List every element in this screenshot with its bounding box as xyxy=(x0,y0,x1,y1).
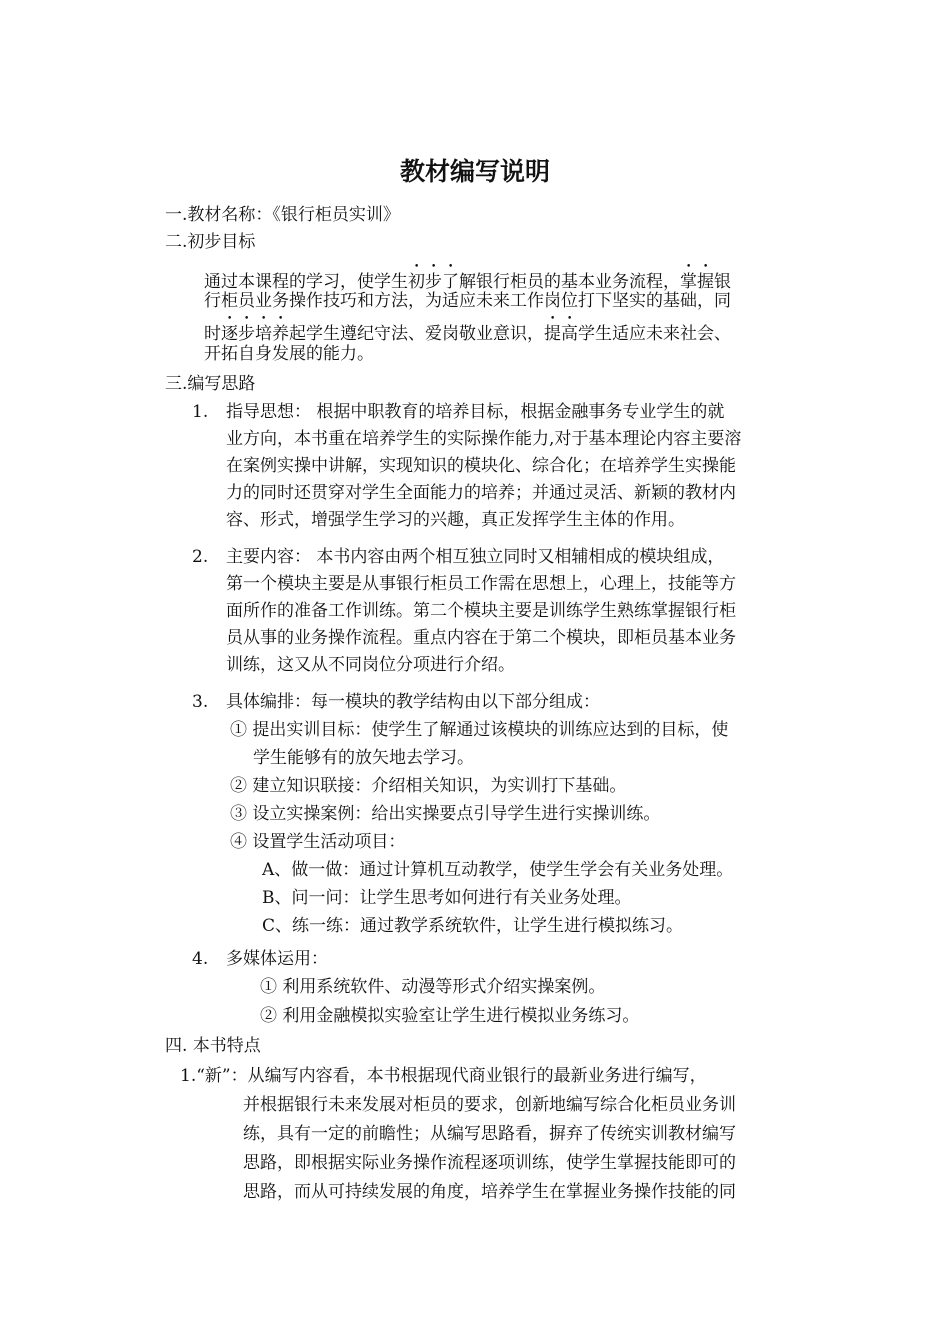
item-2-line-1: 主要内容： 本书内容由两个相互独立同时又相辅相成的模块组成， xyxy=(226,547,725,567)
item-2-number: 2. xyxy=(192,547,209,567)
emphasized-text: 逐步培养 xyxy=(221,324,289,344)
activity-c: C、练一练：通过教学系统软件，让学生进行模拟练习。 xyxy=(262,916,684,936)
item-1-line-2: 业方向，本书重在培养学生的实际操作能力,对于基本理论内容主要溶 xyxy=(226,429,742,449)
section-4-heading: 四. 本书特点 xyxy=(165,1036,261,1056)
item-4-line-1: 多媒体运用： xyxy=(226,949,328,969)
page-title: 教材编写说明 xyxy=(399,157,550,186)
emphasized-text: 提高 xyxy=(544,324,578,344)
item-2-line-2: 第一个模块主要是从事银行柜员工作需在思想上，心理上，技能等方 xyxy=(226,574,736,594)
activity-b: B、问一问：让学生思考如何进行有关业务处理。 xyxy=(262,888,632,908)
item-3-line-1: 具体编排：每一模块的教学结构由以下部分组成： xyxy=(226,692,600,712)
item-3-number: 3. xyxy=(192,692,209,712)
goal-text: 起学生遵纪守法、爱岗敬业意识， xyxy=(289,324,544,344)
feature-1-line-1: 1.“新”：从编写内容看，本书根据现代商业银行的最新业务进行编写， xyxy=(180,1066,707,1086)
feature-1-line-3: 练，具有一定的前瞻性；从编写思路看，摒弃了传统实训教材编写 xyxy=(243,1124,736,1144)
item-4-number: 4. xyxy=(192,949,209,969)
item-3-sub-3: ③ 设立实操案例：给出实操要点引导学生进行实操训练。 xyxy=(230,804,661,824)
feature-1-line-5: 思路，而从可持续发展的角度，培养学生在掌握业务操作技能的同 xyxy=(243,1182,736,1202)
goal-line-4: 开拓自身发展的能力。 xyxy=(204,344,374,364)
section-3-heading: 三.编写思路 xyxy=(165,374,256,394)
item-4-sub-1: ① 利用系统软件、动漫等形式介绍实操案例。 xyxy=(260,977,606,997)
item-1-number: 1. xyxy=(192,402,209,422)
item-4-sub-2: ② 利用金融模拟实验室让学生进行模拟业务练习。 xyxy=(260,1006,640,1026)
goal-text: 解银行柜员的基本业务流程， xyxy=(459,272,680,292)
goal-text: 银 xyxy=(714,272,731,292)
item-3-sub-1-cont: 学生能够有的放矢地去学习。 xyxy=(253,748,474,768)
item-2-line-3: 面所作的准备工作训练。第二个模块主要是训练学生熟练掌握银行柜 xyxy=(226,601,736,621)
item-1-line-5: 容、形式，增强学生学习的兴趣，真正发挥学生主体的作用。 xyxy=(226,510,685,530)
goal-text: 学生适应未来社会、 xyxy=(578,324,731,344)
feature-1-line-4: 思路，即根据实际业务操作流程逐项训练，使学生掌握技能即可的 xyxy=(243,1153,736,1173)
item-3-sub-1: ① 提出实训目标：使学生了解通过该模块的训练应达到的目标，使 xyxy=(230,720,729,740)
section-2-heading: 二.初步目标 xyxy=(165,232,256,252)
emphasized-text: 掌握 xyxy=(680,272,714,292)
emphasized-text: 初步了 xyxy=(408,272,459,292)
item-3-sub-4: ④ 设置学生活动项目： xyxy=(230,832,406,852)
activity-a: A、做一做：通过计算机互动教学，使学生学会有关业务处理。 xyxy=(262,860,734,880)
goal-text: 通过本课程的学习，使学生 xyxy=(204,272,408,292)
item-2-line-4: 员从事的业务操作流程。重点内容在于第二个模块，即柜员基本业务 xyxy=(226,628,736,648)
goal-line-2: 行柜员业务操作技巧和方法，为适应未来工作岗位打下坚实的基础，同 xyxy=(204,291,731,311)
goal-text: 时 xyxy=(204,324,221,344)
feature-1-line-2: 并根据银行未来发展对柜员的要求，创新地编写综合化柜员业务训 xyxy=(243,1095,736,1115)
item-2-line-5: 训练，这又从不同岗位分项进行介绍。 xyxy=(226,655,515,675)
section-1-heading: 一.教材名称：《银行柜员实训》 xyxy=(165,205,400,225)
item-3-sub-2: ② 建立知识联接：介绍相关知识，为实训打下基础。 xyxy=(230,776,627,796)
item-1-line-4: 力的同时还贯穿对学生全面能力的培养；并通过灵活、新颖的教材内 xyxy=(226,483,736,503)
item-1-line-1: 指导思想： 根据中职教育的培养目标，根据金融事务专业学生的就 xyxy=(226,402,725,422)
item-1-line-3: 在案例实操中讲解，实现知识的模块化、综合化；在培养学生实操能 xyxy=(226,456,736,476)
